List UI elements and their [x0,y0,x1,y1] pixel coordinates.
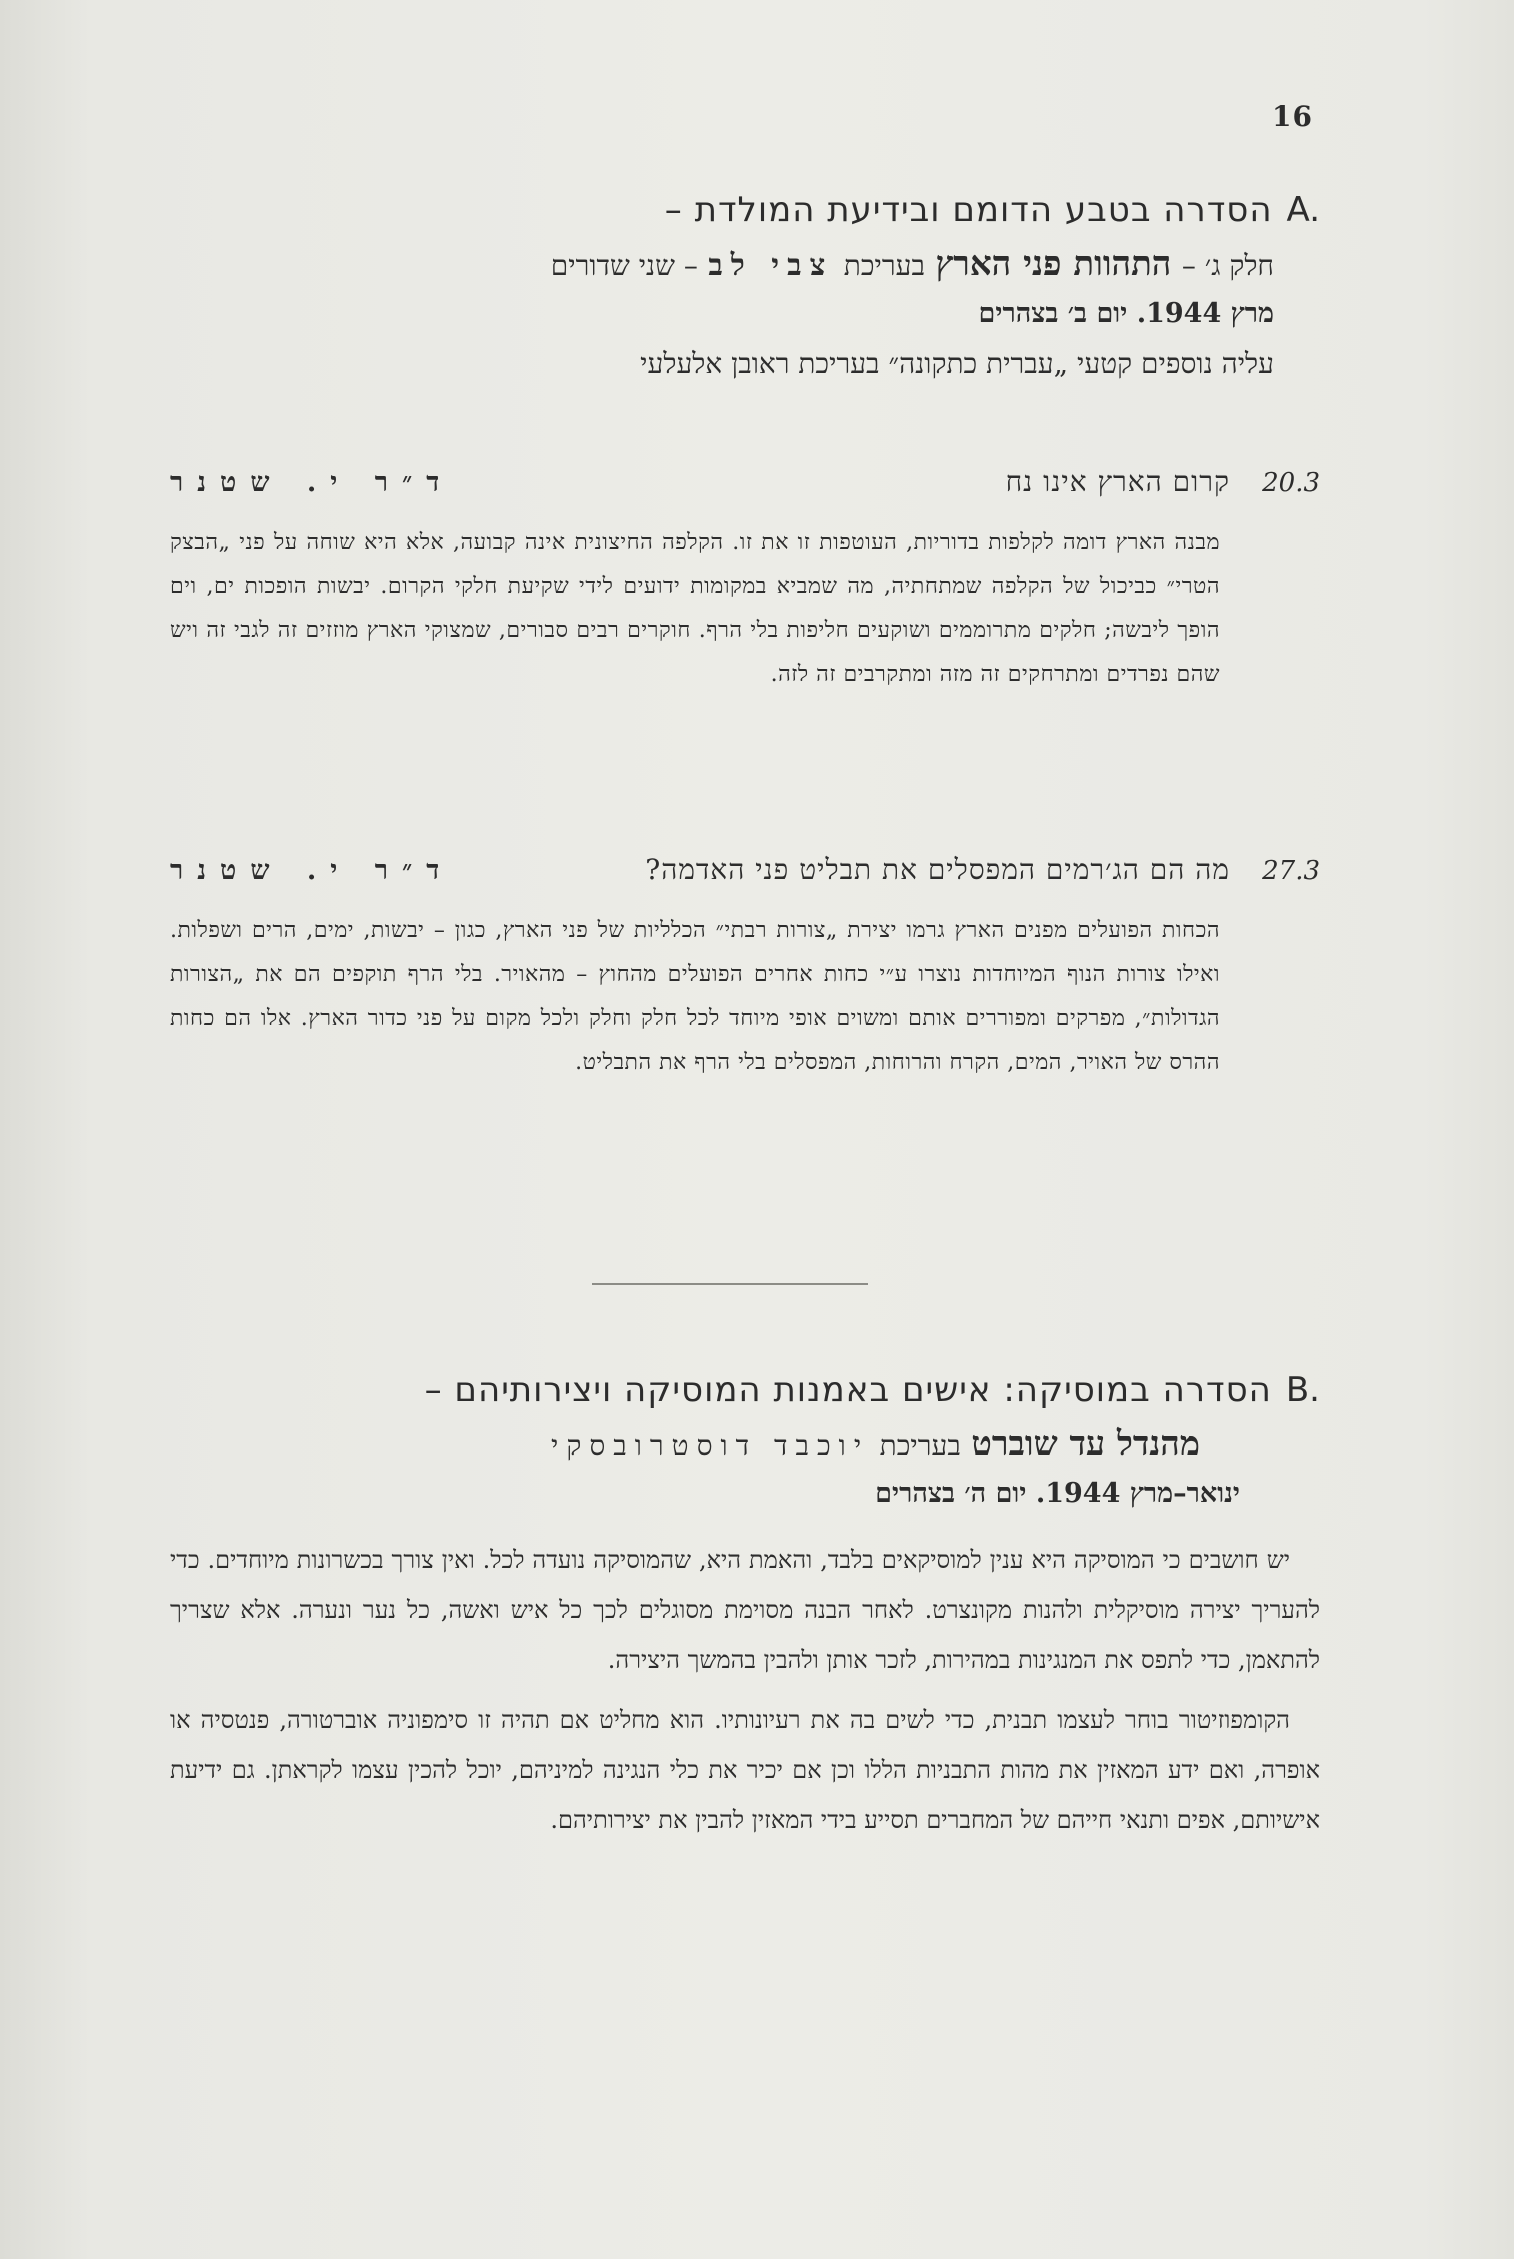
part-title: התהוות פני הארץ [935,244,1172,284]
section-divider [592,1283,868,1285]
program-item-title: קרום הארץ אינו נח [1005,465,1230,498]
page-number: 16 [1272,100,1313,133]
body-paragraph: הקומפוזיטור בוחר לעצמו תבנית, כדי לשים בה את רעיונותיו. הוא מחליט אם תהיה זו סימפוניה אוברטורה, פנטסיה או אופרה, ואם ידע המאזין את מהות התבניות הללו וכן אם יכיר את כלי הנגינה למיניהם, יוכל להכין עצמו לקראתן. גם ידיעת אישיותם, אפים ותנאי חייהם של המחברים תסייע בידי המאזין להבין את יצירותיהם. [170,1706,1320,1834]
broadcast-duration: – שני שדורים [550,249,698,282]
program-item-author: ד״ר י. שטנר [170,467,454,498]
section-b-date: ינואר–מרץ 1944. יום ה׳ בצהרים [875,1478,1240,1509]
section-b-letter: B. [1285,1370,1320,1410]
program-item-author: ד״ר י. שטנר [170,855,454,886]
section-b-body [170,1535,1320,1845]
program-item-body: הכחות הפועלים מפנים הארץ גרמו יצירת „צורות רבתי״ הכלליות של פני הארץ, כגון – יבשות, ימים, הרים ושפלות. ואילו צורות הנוף המיוחדות נוצרו ע״י כחות אחרים הפועלים מהחוץ – מהאויר. בלי הרף תוקפים הם את „הצורות הגדולות״, מפרקים ומפוררים אותם ומשוים אופי מיוחד לכל חלק וחלק ולכל מקום על פני כדור הארץ. אלו הם כחות ההרס של האויר, המים, הקרח והרוחות, המפסלים בלי הרף את התבליט. [170,918,1220,1075]
program-item-title: מה הם הג׳רמים המפסלים את תבליט פני האדמה? [645,853,1230,886]
editor-name: צבי לב [708,248,834,283]
program-item-number: 20.3 [1262,468,1320,498]
section-a-letter: A. [1286,190,1320,230]
section-a-title [170,190,1320,230]
program-item-header [170,465,1320,499]
program-item-number: 27.3 [1262,856,1320,886]
section-a-addition: עליה נוספים קטעי „עברית כתקונה״ בעריכת ראובן אלעלעי [640,347,1274,380]
part-label: חלק ג׳ – [1181,249,1274,282]
program-item [170,853,1320,1085]
program-item-body: מבנה הארץ דומה לקלפות בדוריות, העוטפות זו את זו. הקלפה החיצונית אינה קבועה, אלא היא שוחה על פני „הבצק הטרי״ כביכול של הקלפה שמתחתיה, מה שמביא במקומות ידועים לידי שקיעת חלקי הקרום. יבשות הופכות ים, וים הופך ליבשה; חלקים מתרוממים ושוקעים חליפות בלי הרף. חוקרים רבים סבורים, שמצוקי הארץ מוזזים זה לגבי זה ויש שהם נפרדים ומתרחקים זה מזה ומתקרבים זה לזה. [170,530,1220,687]
editor-name: יוכבד דוסטרובסקי [551,1429,870,1462]
section-b-subtitle-line [170,1424,1320,1464]
section-a-part-line [170,244,1320,284]
program-item-header [170,853,1320,887]
body-paragraph: יש חושבים כי המוסיקה היא ענין למוסיקאים בלבד, והאמת היא, שהמוסיקה נועדה לכל. ואין צורך בכשרונות מיוחדים. כדי להעריך יצירה מוסיקלית ולהנות מקונצרט. לאחר הבנה מסוימת מסוגלים לכך כל איש ואשה, כל נער ונערה. אלא שצריך להתאמן, כדי לתפס את המנגינות במהירות, לזכר אותן ולהבין בהמשך היצירה. [170,1546,1320,1674]
program-item [170,465,1320,697]
section-b-title [170,1370,1320,1410]
section-b-heading: הסדרה במוסיקה: אישים באמנות המוסיקה ויצירותיהם – [424,1370,1272,1410]
section-a-date: מרץ 1944. יום ב׳ בצהרים [978,298,1274,329]
editor-prefix: בעריכת [843,249,925,282]
section-a [170,190,1320,381]
section-a-heading: הסדרה בטבע הדומם ובידיעת המולדת – [664,190,1273,230]
editor-prefix: בעריכת [879,1429,961,1462]
section-b [170,1370,1320,1855]
section-b-subtitle: מהנדל עד שוברט [971,1424,1200,1464]
